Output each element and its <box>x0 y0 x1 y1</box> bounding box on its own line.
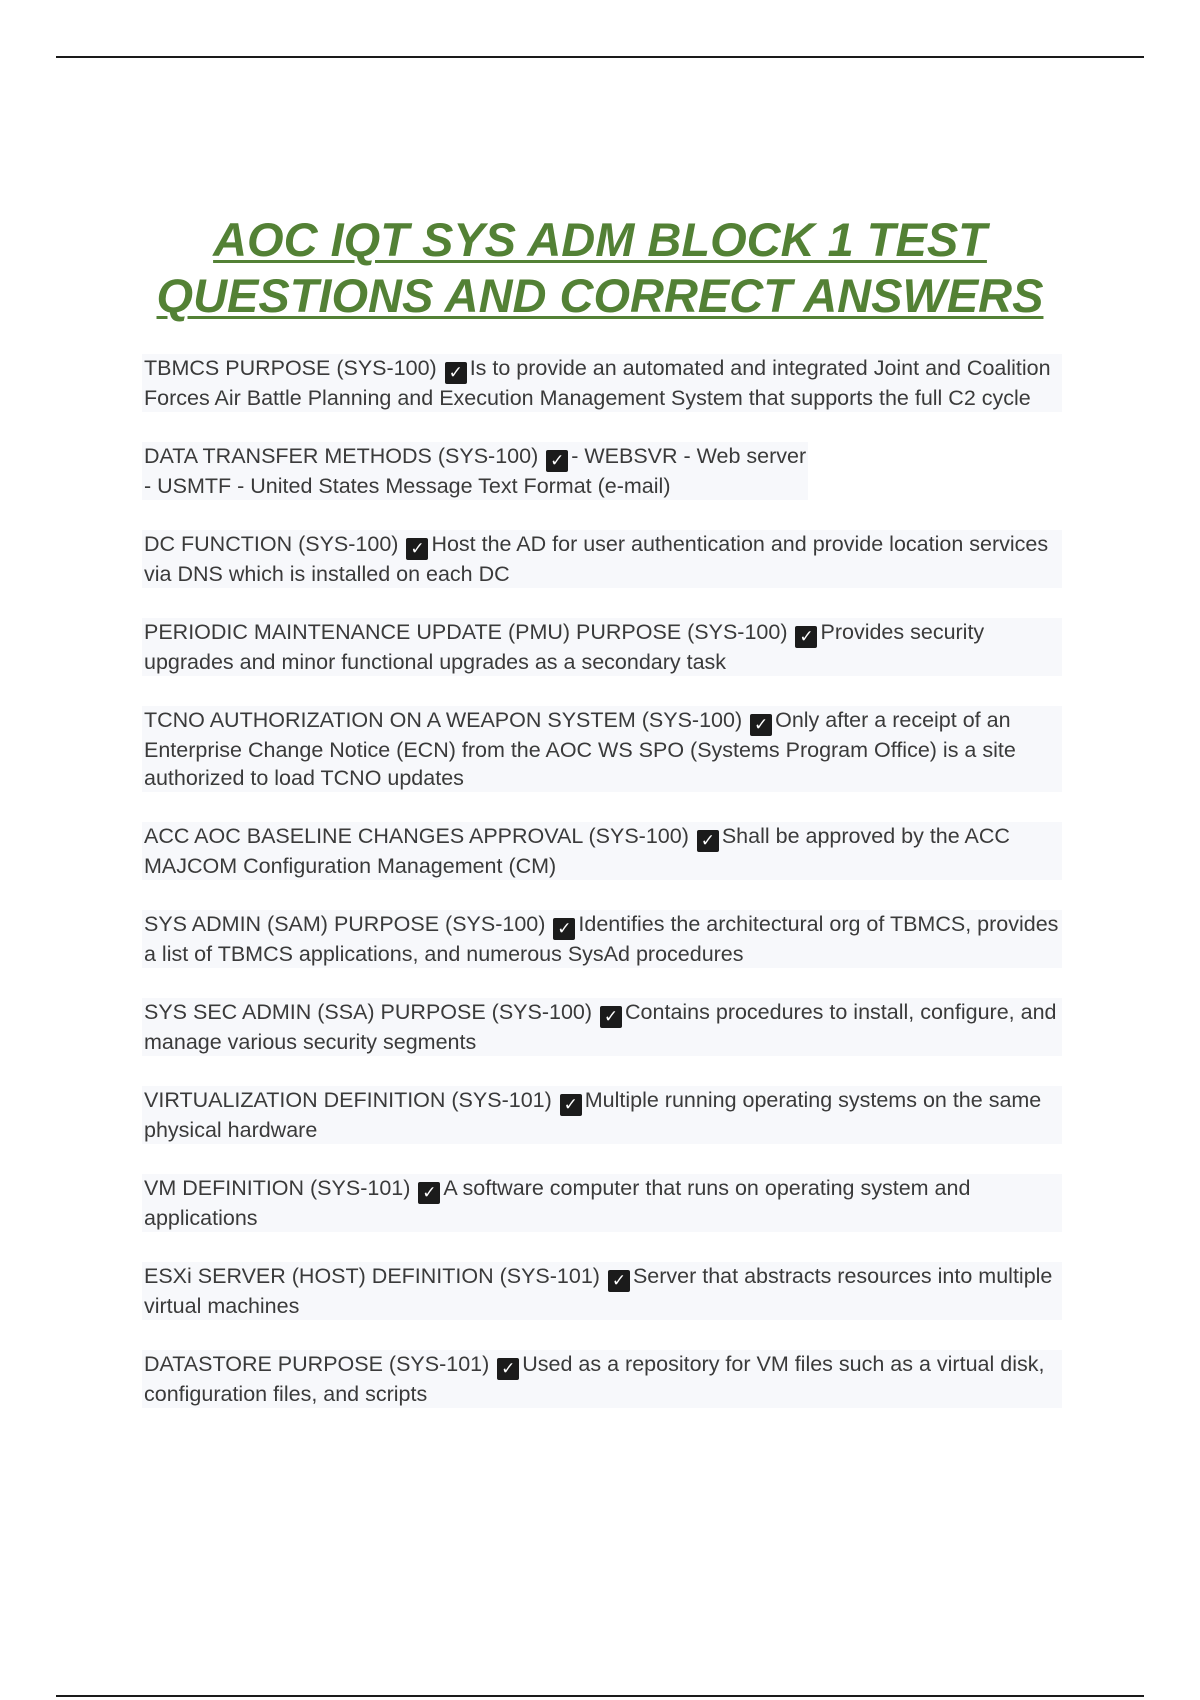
bottom-rule <box>56 1695 1144 1697</box>
checkmark-box-icon: ✓ <box>750 714 772 736</box>
answer-text-line-2: - USMTF - United States Message Text Format (e-mail) <box>144 474 671 498</box>
qa-item <box>142 1174 1062 1232</box>
question-text: SYS ADMIN (SAM) PURPOSE (SYS-100) <box>144 912 546 936</box>
question-text: VIRTUALIZATION DEFINITION (SYS-101) <box>144 1088 552 1112</box>
checkmark-box-icon: ✓ <box>560 1094 582 1116</box>
answer-text: Multiple running operating systems on the same physical hardware <box>144 1088 1042 1142</box>
checkmark-box-icon: ✓ <box>497 1358 519 1380</box>
checkmark-box-icon: ✓ <box>546 450 568 472</box>
qa-item <box>142 910 1062 968</box>
checkmark-box-icon: ✓ <box>406 538 428 560</box>
answer-text: Provides security upgrades and minor functional upgrades as a secondary task <box>144 620 985 674</box>
title-line-2: QUESTIONS AND CORRECT ANSWERS <box>156 269 1044 322</box>
qa-item <box>142 1350 1062 1408</box>
title-line-1: AOC IQT SYS ADM BLOCK 1 TEST <box>213 213 987 266</box>
answer-text: Only after a receipt of an Enterprise Change Notice (ECN) from the AOC WS SPO (Systems Program Office) is a site authorized to load TCNO updates <box>144 708 1016 790</box>
question-text: SYS SEC ADMIN (SSA) PURPOSE (SYS-100) <box>144 1000 593 1024</box>
answer-text: Contains procedures to install, configure, and manage various security segments <box>144 1000 1057 1054</box>
question-text: TBMCS PURPOSE (SYS-100) <box>144 356 437 380</box>
qa-item <box>142 618 1062 676</box>
question-text: TCNO AUTHORIZATION ON A WEAPON SYSTEM (SYS-100) <box>144 708 743 732</box>
checkmark-box-icon: ✓ <box>600 1006 622 1028</box>
checkmark-box-icon: ✓ <box>795 626 817 648</box>
qa-item <box>142 706 1062 792</box>
qa-item <box>142 1086 1062 1144</box>
checkmark-box-icon: ✓ <box>418 1182 440 1204</box>
qa-list <box>142 354 1062 1408</box>
question-text: DATA TRANSFER METHODS (SYS-100) <box>144 444 539 468</box>
qa-item <box>142 1262 1062 1320</box>
answer-text: Server that abstracts resources into multiple virtual machines <box>144 1264 1053 1318</box>
question-text: DATASTORE PURPOSE (SYS-101) <box>144 1352 490 1376</box>
answer-text: Used as a repository for VM files such as a virtual disk, configuration files, and scripts <box>144 1352 1045 1406</box>
answer-text: Is to provide an automated and integrated Joint and Coalition Forces Air Battle Planning and Execution Management System that supports the full C2 cycle <box>144 356 1051 410</box>
qa-item <box>142 822 1062 880</box>
checkmark-box-icon: ✓ <box>445 362 467 384</box>
question-text: ESXi SERVER (HOST) DEFINITION (SYS-101) <box>144 1264 600 1288</box>
qa-item <box>142 530 1062 588</box>
qa-item <box>142 354 1062 412</box>
checkmark-box-icon: ✓ <box>553 918 575 940</box>
answer-text: Shall be approved by the ACC MAJCOM Configuration Management (CM) <box>144 824 1010 878</box>
checkmark-box-icon: ✓ <box>608 1270 630 1292</box>
question-text: VM DEFINITION (SYS-101) <box>144 1176 411 1200</box>
question-text: PERIODIC MAINTENANCE UPDATE (PMU) PURPOSE (SYS-100) <box>144 620 788 644</box>
answer-text: Identifies the architectural org of TBMCS, provides a list of TBMCS applications, and numerous SysAd procedures <box>144 912 1059 966</box>
qa-item <box>142 998 1062 1056</box>
checkmark-box-icon: ✓ <box>697 830 719 852</box>
top-rule <box>56 56 1144 58</box>
answer-text: Host the AD for user authentication and provide location services via DNS which is installed on each DC <box>144 532 1049 586</box>
answer-text: A software computer that runs on operating system and applications <box>144 1176 971 1230</box>
question-text: DC FUNCTION (SYS-100) <box>144 532 399 556</box>
document-title <box>100 212 1100 324</box>
question-text: ACC AOC BASELINE CHANGES APPROVAL (SYS-100) <box>144 824 689 848</box>
answer-text: - WEBSVR - Web server <box>571 444 807 468</box>
qa-item <box>142 442 808 500</box>
